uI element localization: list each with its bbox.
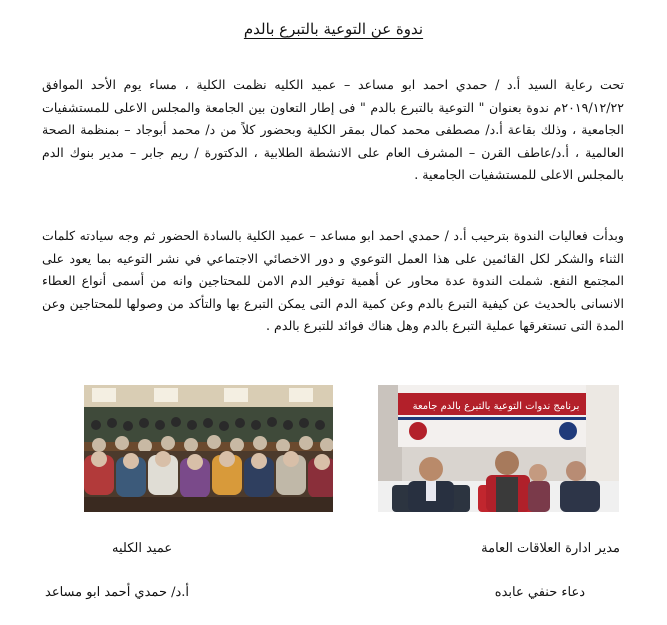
paragraph-intro: تحت رعاية السيد أ.د / حمدي احمد ابو مساعد – عميد الكليه نظمت الكلية ، مساء يوم الأحد الموافق ٢٠١٩/١٢/٢٢م ندوة بعنوان " التوعية بالتبرع بالدم " فى إطار التعاون بين الجامعة والمجلس الاعلى للمستشفيات الجامعية ، وذلك بقاعة أ.د/ مصطفى محمد كمال بمقر الكلية وبحضور كلاً من د/ محمد أبوجاد – بمنظمة الصحة العالمية ، أ.د/عاطف القرن – المشرف العام على الانشطة الطلابية ، الدكتورة / ريم جابر – مدير بنوك الدم بالمجلس الاعلى للمستشفيات الجامعية . xyxy=(42,77,624,182)
right-signatory-name: دعاء حنفي عابده xyxy=(494,585,585,600)
left-signatory-name: أ.د/ حمدي أحمد ابو مساعد xyxy=(45,585,190,600)
audience-photo xyxy=(84,385,333,512)
right-signatory-title: مدير ادارة العلاقات العامة xyxy=(481,541,620,556)
left-signatory-title: عميد الكليه xyxy=(112,541,173,556)
paragraph-details: وبدأت فعاليات الندوة بترحيب أ.د / حمدي احمد ابو مساعد – عميد الكلية بالسادة الحضور ثم وجه سيادته كلمات الثناء والشكر لكل القائمين على هذا العمل التوعوي و دور الاخصائي الاجتماعي في نشر التوعيه بما يعود على المجتمع النفع. شملت الندوة عدة محاور عن أهمية توفير الدم الامن للمحتاجين وانه من أسمى أنواع العطاء الانسانى بالحديث عن كيفية التبرع بالدم وعن كمية الدم التى يمكن التبرع بها والتأكد من وصولها للمحتاجين وعن المدة التى تستغرقها عملية التبرع بالدم وهل هناك فوائد للتبرع بالدم . xyxy=(42,228,624,333)
svg-text:برنامج ندوات التوعية بالتبرع ب: برنامج ندوات التوعية بالتبرع بالدم جامعة xyxy=(412,401,580,412)
document-title: ندوة عن التوعية بالتبرع بالدم xyxy=(243,20,424,38)
panel-photo xyxy=(378,385,619,512)
